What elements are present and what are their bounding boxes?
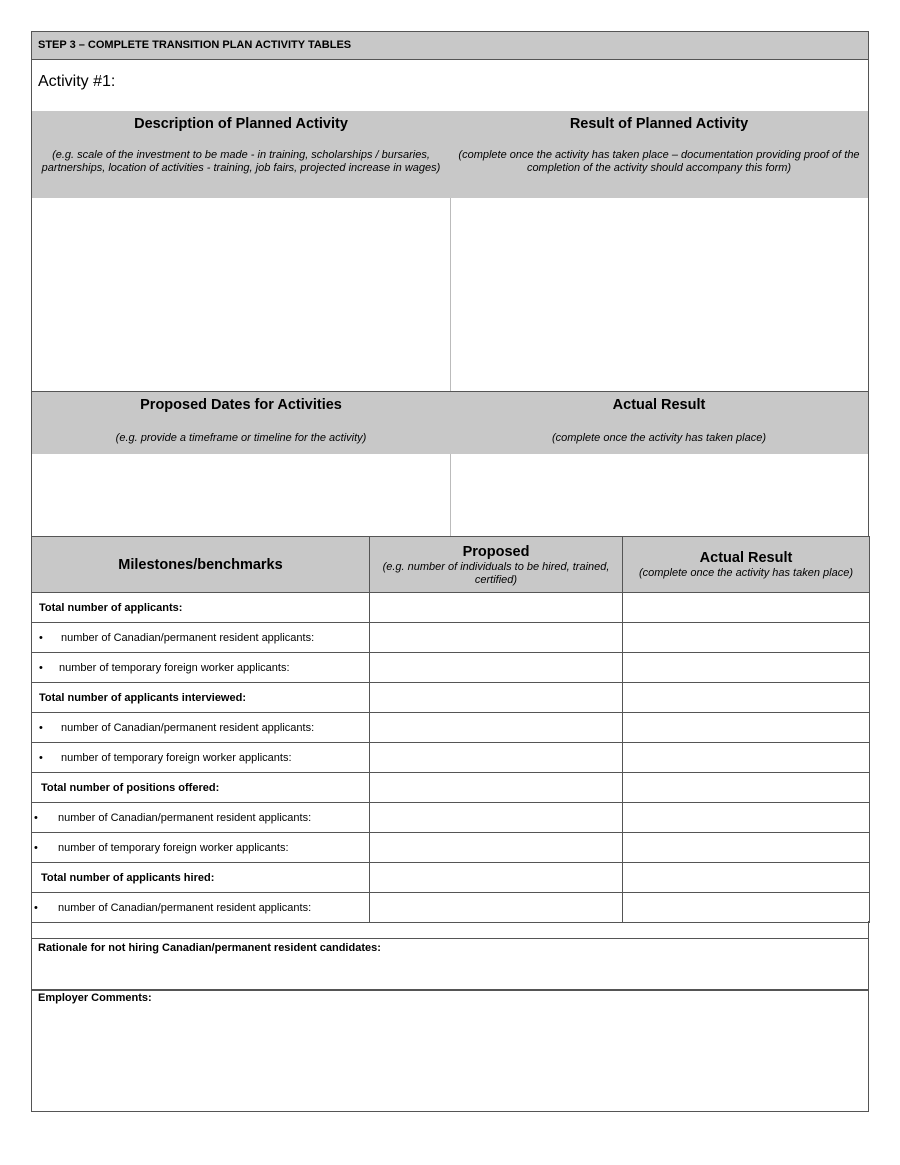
result-subtitle: (complete once the activity has taken place – documentation providing proof of the completion of the activity should accompany this form) — [458, 149, 860, 174]
proposed-cell[interactable] — [370, 593, 623, 623]
proposed-cell[interactable] — [370, 653, 623, 683]
milestone-label-text: number of Canadian/permanent resident applicants: — [61, 631, 315, 644]
actual-cell[interactable] — [623, 833, 870, 863]
proposed-col-title: Proposed — [462, 543, 530, 560]
milestones-col-header: Milestones/benchmarks — [32, 537, 370, 593]
milestone-label-text: number of Canadian/permanent resident applicants: — [61, 721, 315, 734]
bullet: • — [39, 751, 43, 764]
proposed-dates-header — [31, 391, 451, 454]
proposed-dates-subtitle: (e.g. provide a timeframe or timeline for the activity) — [115, 432, 367, 444]
milestone-label: Total number of applicants: — [32, 593, 370, 623]
table-row — [32, 713, 870, 743]
result-title: Result of Planned Activity — [569, 116, 749, 132]
bullet: • — [34, 811, 38, 824]
milestone-label — [32, 803, 370, 833]
milestone-label — [32, 623, 370, 653]
milestone-label: Total number of positions offered: — [32, 773, 370, 803]
actual-cell[interactable] — [623, 743, 870, 773]
actual-cell[interactable] — [623, 623, 870, 653]
milestones-header-row — [32, 537, 870, 593]
bullet: • — [34, 841, 38, 854]
bullet: • — [39, 661, 43, 674]
bullet: • — [39, 721, 43, 734]
proposed-dates-title: Proposed Dates for Activities — [140, 397, 342, 413]
milestone-label-text: number of Canadian/permanent resident applicants: — [58, 901, 312, 914]
milestone-label — [32, 893, 370, 923]
description-header — [31, 111, 451, 198]
actual-result-title: Actual Result — [612, 397, 706, 413]
milestones-table — [31, 536, 870, 923]
proposed-cell[interactable] — [370, 893, 623, 923]
activity-title: Activity #1: — [31, 59, 869, 112]
actual-cell[interactable] — [623, 893, 870, 923]
proposed-dates-input-area[interactable] — [31, 454, 451, 537]
proposed-cell[interactable] — [370, 743, 623, 773]
table-row — [32, 773, 870, 803]
table-row — [32, 623, 870, 653]
table-row — [32, 803, 870, 833]
proposed-cell[interactable] — [370, 833, 623, 863]
actual-col-header — [623, 537, 870, 593]
actual-result-header — [450, 391, 869, 454]
spacer-row — [31, 921, 869, 939]
actual-cell[interactable] — [623, 713, 870, 743]
actual-cell[interactable] — [623, 653, 870, 683]
table-row — [32, 593, 870, 623]
table-row — [32, 653, 870, 683]
proposed-cell[interactable] — [370, 713, 623, 743]
milestone-label-text: number of temporary foreign worker applicants: — [59, 661, 290, 674]
milestone-label — [32, 743, 370, 773]
table-row — [32, 683, 870, 713]
description-input-area[interactable] — [31, 198, 451, 392]
milestone-label: Total number of applicants hired: — [32, 863, 370, 893]
rationale-field[interactable] — [31, 938, 869, 991]
actual-cell[interactable] — [623, 773, 870, 803]
step-title: STEP 3 – COMPLETE TRANSITION PLAN ACTIVITY TABLES — [31, 31, 869, 60]
proposed-cell[interactable] — [370, 863, 623, 893]
actual-cell[interactable] — [623, 803, 870, 833]
actual-col-subtitle: (complete once the activity has taken place) — [638, 567, 853, 579]
bullet: • — [39, 631, 43, 644]
proposed-cell[interactable] — [370, 623, 623, 653]
table-row — [32, 743, 870, 773]
actual-cell[interactable] — [623, 593, 870, 623]
actual-col-title: Actual Result — [699, 550, 793, 566]
table-row — [32, 893, 870, 923]
rationale-label: Rationale for not hiring Canadian/permanent resident candidates: — [38, 942, 381, 954]
result-input-area[interactable] — [450, 198, 869, 392]
proposed-col-header — [370, 537, 623, 593]
milestone-label-text: number of temporary foreign worker applicants: — [61, 751, 292, 764]
actual-result-input-area[interactable] — [450, 454, 869, 537]
actual-cell[interactable] — [623, 683, 870, 713]
milestone-label: Total number of applicants interviewed: — [32, 683, 370, 713]
proposed-col-subtitle: (e.g. number of individuals to be hired, trained, certified) — [382, 560, 610, 586]
milestone-label — [32, 653, 370, 683]
milestone-label — [32, 833, 370, 863]
milestone-label-text: number of temporary foreign worker applicants: — [58, 841, 289, 854]
proposed-cell[interactable] — [370, 803, 623, 833]
result-header — [450, 111, 869, 198]
actual-cell[interactable] — [623, 863, 870, 893]
table-row — [32, 863, 870, 893]
milestone-label — [32, 713, 370, 743]
bullet: • — [34, 901, 38, 914]
actual-result-subtitle: (complete once the activity has taken place) — [551, 432, 766, 444]
employer-comments-field[interactable] — [31, 989, 869, 1112]
proposed-cell[interactable] — [370, 683, 623, 713]
table-row — [32, 833, 870, 863]
description-subtitle: (e.g. scale of the investment to be made - in training, scholarships / bursaries, partnerships, location of activities - training, job fairs, projected increase in wages) — [41, 149, 441, 174]
description-title: Description of Planned Activity — [134, 116, 348, 132]
employer-comments-label: Employer Comments: — [38, 992, 152, 1004]
proposed-cell[interactable] — [370, 773, 623, 803]
milestone-label-text: number of Canadian/permanent resident applicants: — [58, 811, 312, 824]
